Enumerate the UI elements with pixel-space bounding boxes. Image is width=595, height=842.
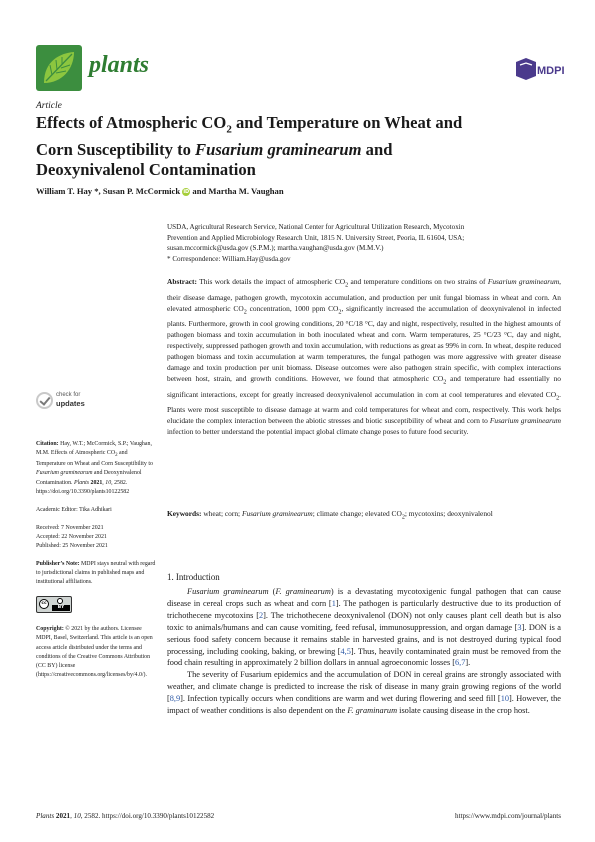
citation-label: Citation: xyxy=(36,441,59,447)
abstract-italic: Fusarium graminearum xyxy=(487,277,560,286)
author-list xyxy=(36,186,284,196)
abstract-text: This work details the impact of atmospheric CO xyxy=(196,277,346,286)
intro-text: ]. The trichothecene deoxynivalenol (DON) not only causes plant cell death but is also toxic to animals/humans and can cause vomiting, feed refusal, immunosuppression, and organ damage [ xyxy=(167,610,561,632)
orcid-icon[interactable]: iD xyxy=(183,189,190,195)
intro-text: ]. xyxy=(465,658,471,668)
article-type: Article xyxy=(36,101,62,111)
intro-text: isolate causing disease in the crop host. xyxy=(397,706,530,716)
intro-text: The severity of Fusarium epidemics and the accumulation of DON in cereal grains are strongly associated with weather, and climate change is predicted to increase the risk of disease in many grain growing regions of the world [ xyxy=(167,670,561,704)
abstract-text: , their disease damage, pathogen growth, mycotoxin accumulation, and production per unit fungal biomass in wheat and corn. An elevated atmospheric CO xyxy=(167,277,562,313)
reference-link[interactable]: 1 xyxy=(331,598,336,608)
received-date: Received: 7 November 2021 xyxy=(36,524,104,531)
title-part: Effects of Atmospheric CO xyxy=(36,113,227,132)
citation-text: and Deoxynivalenol Contamination. xyxy=(36,470,142,486)
abstract-text: concentration, 1000 ppm CO xyxy=(246,303,339,313)
citation-doi[interactable]: , 2582. https://doi.org/10.3390/plants10122582 xyxy=(36,479,130,495)
sidebar xyxy=(36,440,157,680)
footer-journal: Plants xyxy=(36,812,55,820)
title-part: and Temperature on Wheat and xyxy=(231,113,463,132)
accepted-date: Accepted: 22 November 2021 xyxy=(36,533,107,540)
footer-journal-url[interactable]: https://www.mdpi.com/journal/plants xyxy=(455,812,561,820)
keywords-text: ; mycotoxins; deoxynivalenol xyxy=(404,509,493,518)
intro-text: ]. However, the impact of weather conditions is also dependent on the xyxy=(167,694,561,716)
affiliation-line: susan.mccormick@usda.gov (S.P.M.); martha.vaughan@usda.gov (M.M.V.) xyxy=(167,244,384,253)
abstract-text: infection to better understand the potential impact global climate change poses to future food security. xyxy=(167,427,469,437)
affiliation-block xyxy=(167,222,562,264)
affiliation-line: USDA, Agricultural Research Service, National Center for Agricultural Utilization Research, Mycotoxin xyxy=(167,223,465,231)
abstract-sub: 2 xyxy=(443,379,447,386)
section-heading: 1. Introduction xyxy=(167,572,220,582)
keywords-text: wheat; corn; xyxy=(201,509,242,518)
title-part: and xyxy=(361,139,393,159)
footer-doi[interactable]: , 2582. https://doi.org/10.3390/plants10122582 xyxy=(80,812,215,820)
mdpi-logo xyxy=(514,58,565,80)
cc-by-license-icon[interactable] xyxy=(36,596,72,613)
abstract xyxy=(167,276,561,437)
intro-text: ) is a devastating mycotoxigenic fungal pathogen that can cause disease in cereal crops such as wheat and corn [ xyxy=(167,587,561,608)
updates-line1: check for xyxy=(56,392,81,398)
citation-volume: , 10 xyxy=(102,479,112,486)
intro-paragraph xyxy=(167,669,561,717)
reference-link[interactable]: 10 xyxy=(500,694,509,704)
reference-link[interactable]: 6,7 xyxy=(455,658,466,668)
reference-link[interactable]: 4,5 xyxy=(340,646,351,656)
abstract-text: and temperature conditions on two strains of xyxy=(348,277,488,286)
keywords-text: ; climate change; elevated CO xyxy=(312,509,402,518)
title-part: Deoxynivalenol Contamination xyxy=(36,159,256,179)
abstract-sub: 2 xyxy=(556,395,560,402)
affiliation-line: Prevention and Applied Microbiology Research Unit, 1815 N. University Street, Peoria, IL 61604, USA; xyxy=(167,233,465,242)
copyright-block xyxy=(36,625,157,680)
abstract-text: , significantly increased the accumulation of deoxynivalenol in infected plants. Furthermore, growth in cool growing conditions, 20 °C/18 °C, day and night, respectively, resulted in the highest amounts of pathogen biomass and toxin accumulation in both inoculated wheat and corn. Warm temperatures, 25 °C/23 °C, day and night, respectively, suppressed pathogen growth and toxin accumulation, with reductions as great as 99% in corn. In wheat, despite reduced pathogen biomass and toxin accumulation at warm temperatures, the fungal pathogen was more aggressive with greater disease damage and toxin production per unit biomass. Disease outcomes were also pathogen strain specific, with complex interactions between host, strain, and growth conditions. However, we found that atmospheric CO xyxy=(167,303,561,384)
mdpi-logo-text: MDPI xyxy=(537,65,565,77)
footer-citation xyxy=(36,812,214,820)
cc-icon: cc xyxy=(39,599,49,609)
academic-editor: Academic Editor: Tika Adhikari xyxy=(36,506,112,513)
abstract-sub: 2 xyxy=(345,282,349,289)
keywords xyxy=(167,508,561,524)
citation-sub: 2 xyxy=(115,453,118,459)
citation-italic: Fusarium graminearum xyxy=(36,470,93,477)
introduction-body xyxy=(167,586,561,717)
reference-link[interactable]: 3 xyxy=(517,622,522,632)
intro-text: ( xyxy=(268,587,276,596)
abstract-sub: 2 xyxy=(338,309,342,316)
article-title xyxy=(36,113,561,179)
intro-text: ]. The pathogen is particularly destructive due to its production of trichothecene mycotoxins [ xyxy=(167,598,562,620)
check-updates-icon xyxy=(36,392,53,409)
intro-text: ]. DON is a serious food safety concern because it remains stable in harvested grains, and is not destroyed during typical food processing, including cooking, baking, or brewing [ xyxy=(167,622,561,656)
published-date: Published: 25 November 2021 xyxy=(36,543,108,550)
copyright-text: © 2021 by the authors. Licensee MDPI, Basel, Switzerland. This article is an open access article distributed under the terms and conditions of the Creative Commons Attribution (CC BY) license (https://creativecommons.org/licenses/by/4.0/). xyxy=(36,626,153,678)
copyright-label: Copyright: xyxy=(36,626,64,633)
title-sub: 2 xyxy=(226,123,232,136)
updates-line2: updates xyxy=(56,399,85,408)
publisher-note xyxy=(36,560,157,587)
abstract-text: and temperature had essentially no significant interactions, except for greatly increased deoxynivalenol accumulation in corn at cool temperatures and elevated CO xyxy=(167,374,561,399)
intro-paragraph xyxy=(167,586,561,669)
authors-text: and Martha M. Vaughan xyxy=(190,186,284,196)
journal-name: plants xyxy=(89,52,150,78)
keywords-italic: Fusarium graminearum xyxy=(241,509,313,518)
reference-link[interactable]: 2 xyxy=(259,610,264,620)
citation-text: Hay, W.T.; McCormick, S.P.; Vaughan, M.M. Effects of Atmospheric CO xyxy=(36,441,152,457)
publisher-note-text: MDPI stays neutral with regard to jurisdictional claims in published maps and institutional affiliations. xyxy=(36,561,156,586)
authors-text: William T. Hay *, Susan P. McCormick xyxy=(36,186,183,196)
publisher-note-label: Publisher’s Note: xyxy=(36,561,80,568)
intro-text: ]. Thus, heavily contaminated grain must be removed from the food chain resulting in approximately 2 billion dollars in annual agroeconomic losses [ xyxy=(167,646,561,668)
intro-italic: F. graminearum xyxy=(275,587,331,596)
by-icon: BY xyxy=(52,605,70,611)
plants-logo-icon xyxy=(36,45,82,91)
citation-text: and Temperature on Wheat and Corn Susceptibility to xyxy=(36,450,153,468)
reference-link[interactable]: 8,9 xyxy=(169,694,181,704)
abstract-text: . Plants were most susceptible to disease damage at warm and cold temperatures for wheat and corn, respectively. This work helps elucidate the complex interaction between the abiotic stresses and biotic susceptibility of wheat and corn to xyxy=(167,389,561,426)
intro-text: ]. Infection typically occurs when conditions are warm and wet during flowering and seed fill [ xyxy=(180,694,501,704)
citation-year: 2021 xyxy=(89,479,103,486)
footer-volume: , 10 xyxy=(70,812,81,820)
intro-italic: F. graminarum xyxy=(347,706,398,716)
title-italic: Fusarium graminearum xyxy=(195,139,362,159)
keywords-sub: 2 xyxy=(401,514,405,521)
abstract-sub: 2 xyxy=(243,309,247,316)
check-for-updates-button[interactable] xyxy=(36,392,96,416)
correspondence-line: * Correspondence: William.Hay@usda.gov xyxy=(167,254,291,263)
intro-italic: Fusarium graminearum xyxy=(187,587,269,596)
footer-year: 2021 xyxy=(54,812,71,820)
keywords-label: Keywords: xyxy=(167,509,202,518)
citation-journal: Plants xyxy=(73,479,90,486)
attribution-person-icon xyxy=(57,598,63,604)
abstract-italic: Fusarium graminearum xyxy=(489,416,561,426)
title-part: Corn Susceptibility to xyxy=(36,139,196,159)
citation-block xyxy=(36,440,157,497)
abstract-label: Abstract: xyxy=(167,277,197,286)
